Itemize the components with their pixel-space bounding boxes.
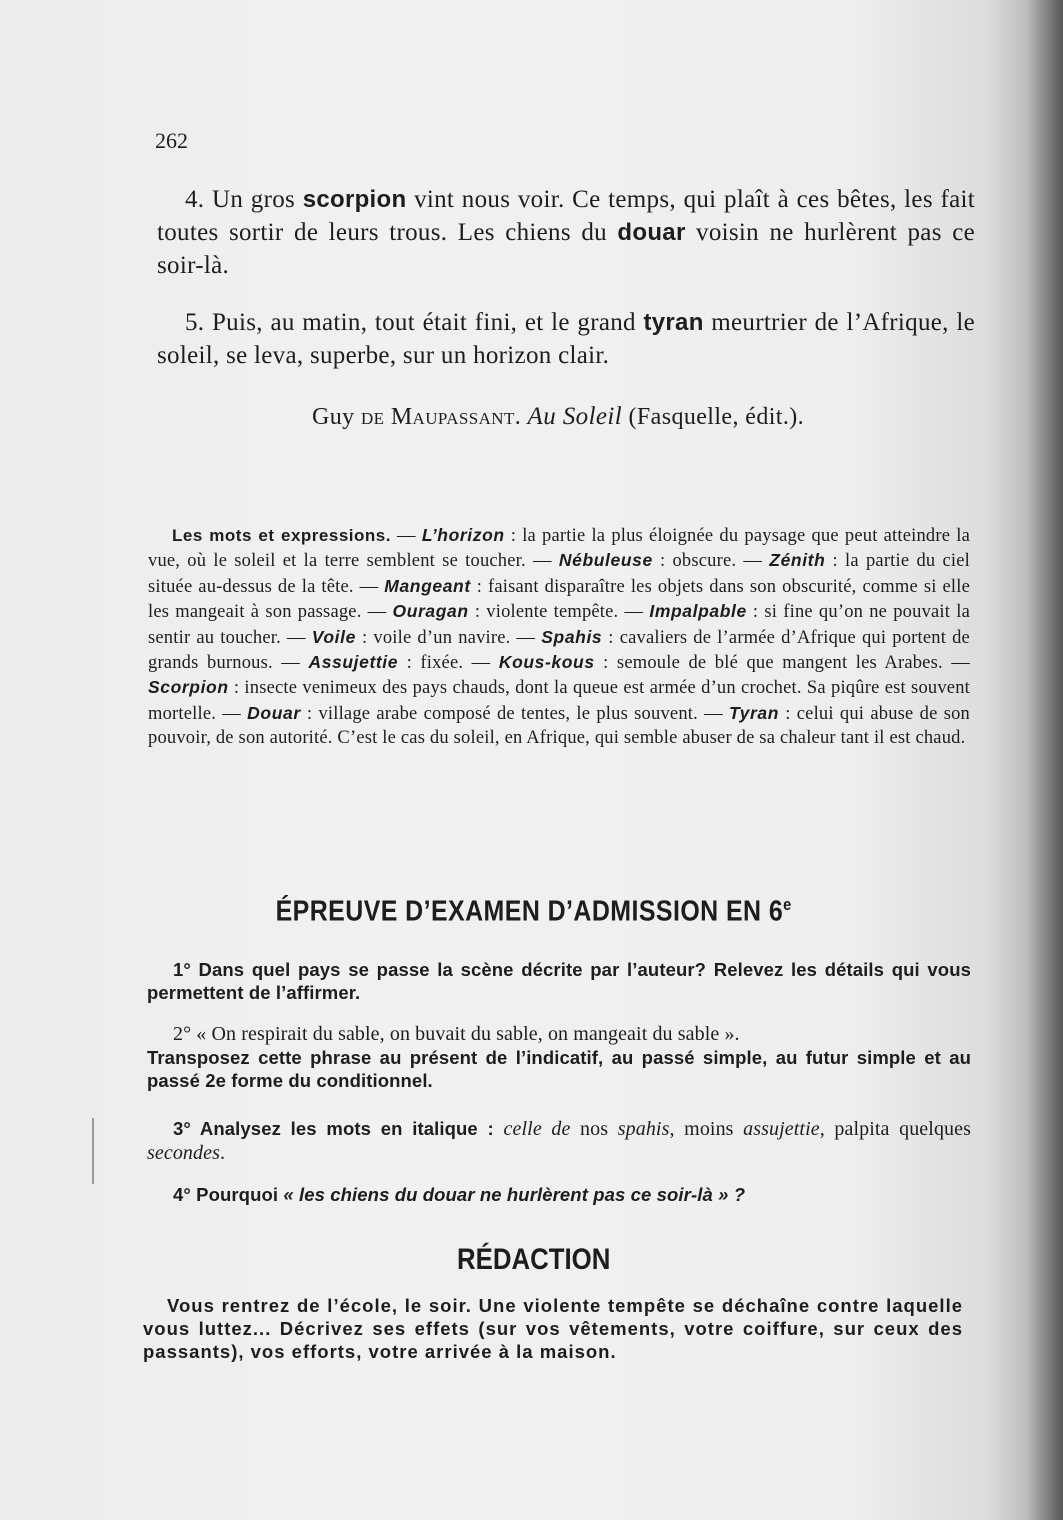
vocabulary-definition: : si fine qu’on ne pouvait la sentir au toucher. [148,602,970,648]
author-name: Maupassant [390,404,515,430]
vocabulary-definition: : la partie du ciel située au-dessus de la tête. [148,551,971,597]
keyword-douar: douar [617,219,686,246]
vocabulary-term: Nébuleuse [558,550,653,571]
vocabulary-term: Spahis [541,626,603,647]
vocabulary-definition: : violente tempête. [468,602,619,623]
vocabulary-definition: : voile d’un navire. [355,627,511,648]
vocabulary-definition: : insecte venimeux des pays chauds, dont la queue est armée d’un crochet. Sa piqûre est souvent mortelle. [148,678,970,724]
exam-question-3: 3° Analysez les mots en italique : celle de nos spahis, moins assujettie, palpita quelques secondes. [147,1118,971,1164]
vocabulary-term: Assujettie [308,652,399,673]
vocabulary-term: Zénith [769,550,826,571]
vocabulary-heading: Les mots et expressions. [172,526,391,545]
vocabulary-term: Ouragan [392,601,469,622]
vocabulary-block: Les mots et expressions. — L’horizon : la partie la plus éloignée du paysage que peut atteindre la vue, où le soleil et la terre semblent se toucher. — Nébuleuse : obscure. — Zénith : la partie du ciel située au-dessus de la tête. — Mangeant : faisant disparaître les objets dans son obscurité, comme si elle les mangeait à son passage. — Ouragan : violente tempête. — Impalpable : si fine qu’on ne pouvait la sentir au toucher. — Voile : voile d’un navire. — Spahis : cavaliers de l’armée d’Afrique qui portent de grands burnous. — Assujettie : fixée. — Kous-kous : semoule de blé que mangent les Arabes. — Scorpion : insecte venimeux des pays chauds, dont la queue est armée d’un crochet. Sa piqûre est souvent mortelle. — Douar : village arabe composé de tentes, le plus souvent. — Tyran : celui qui abuse de son pouvoir, de son autorité. C’est le cas du soleil, en Afrique, qui semble abuser de sa chaleur tant il est chaud. [148,525,971,749]
work-title: Au Soleil [527,403,623,430]
source-attribution: Guy de Maupassant. Au Soleil (Fasquelle, édit.). [312,403,805,430]
vocabulary-definition: : obscure. [652,551,737,572]
paragraph-5: 5. Puis, au matin, tout était fini, et le grand tyran meurtrier de l’Afrique, le soleil, se leva, superbe, sur un horizon clair. [157,309,975,369]
margin-mark [92,1118,94,1184]
vocabulary-term: Kous-kous [498,652,595,673]
exam-question-2: 2° « On respirait du sable, on buvait du sable, on mangeait du sable ». Transposez cette phrase au présent de l’indicatif, au passé simple, au futur simple et au passé 2e forme du conditionnel. [147,1023,971,1091]
vocabulary-definition: : cavaliers de l’armée d’Afrique qui portent de grands burnous. [148,627,970,674]
vocabulary-term: Douar [247,702,301,723]
exam-question-4: 4° Pourquoi « les chiens du douar ne hurlèrent pas ce soir-là » ? [173,1184,746,1205]
page-binding-shadow [1027,0,1063,1520]
vocabulary-term: Tyran [729,702,780,723]
vocabulary-term: Mangeant [384,575,471,596]
page-number: 262 [155,128,188,153]
vocabulary-definition: : village arabe composé de tentes, le plus souvent. [300,703,698,724]
keyword-scorpion: scorpion [302,186,407,213]
keyword-tyran: tyran [643,309,704,336]
redaction-prompt: Vous rentrez de l’école, le soir. Une violente tempête se déchaîne contre laquelle vous luttez... Décrivez ses effets (sur vos vêtements, votre coiffure, sur ceux des passants), vos efforts, votre arrivée à la maison. [143,1295,963,1362]
vocabulary-definition: : semoule de blé que mangent les Arabes. [594,653,943,674]
exam-heading: ÉPREUVE D’EXAMEN D’ADMISSION EN 6e [275,895,792,928]
redaction-heading: RÉDACTION [456,1243,611,1276]
vocabulary-definition: : faisant disparaître les objets dans son obscurité, comme si elle les mangeait à son passage. [148,576,970,623]
paragraph-4: 4. Un gros scorpion vint nous voir. Ce temps, qui plaît à ces bêtes, les fait toutes sortir de leurs trous. Les chiens du douar voisin ne hurlèrent pas ce soir-là. [157,186,975,279]
vocabulary-term: Impalpable [649,601,747,622]
vocabulary-definition: : celui qui abuse de son pouvoir, de son autorité. C’est le cas du soleil, en Afrique, qui semble abuser de sa chaleur tant il est chaud. [148,703,971,749]
vocabulary-definition: : la partie la plus éloignée du paysage que peut atteindre la vue, où le soleil et la terre semblent se toucher. [148,526,970,572]
vocabulary-term: Scorpion [148,677,229,698]
vocabulary-term: Voile [311,626,356,647]
exam-question-1: 1° Dans quel pays se passe la scène décrite par l’auteur? Relevez les détails qui vous permettent de l’affirmer. [147,959,971,1003]
vocabulary-term: L’horizon [421,525,505,545]
vocabulary-definition: : fixée. [398,653,464,674]
